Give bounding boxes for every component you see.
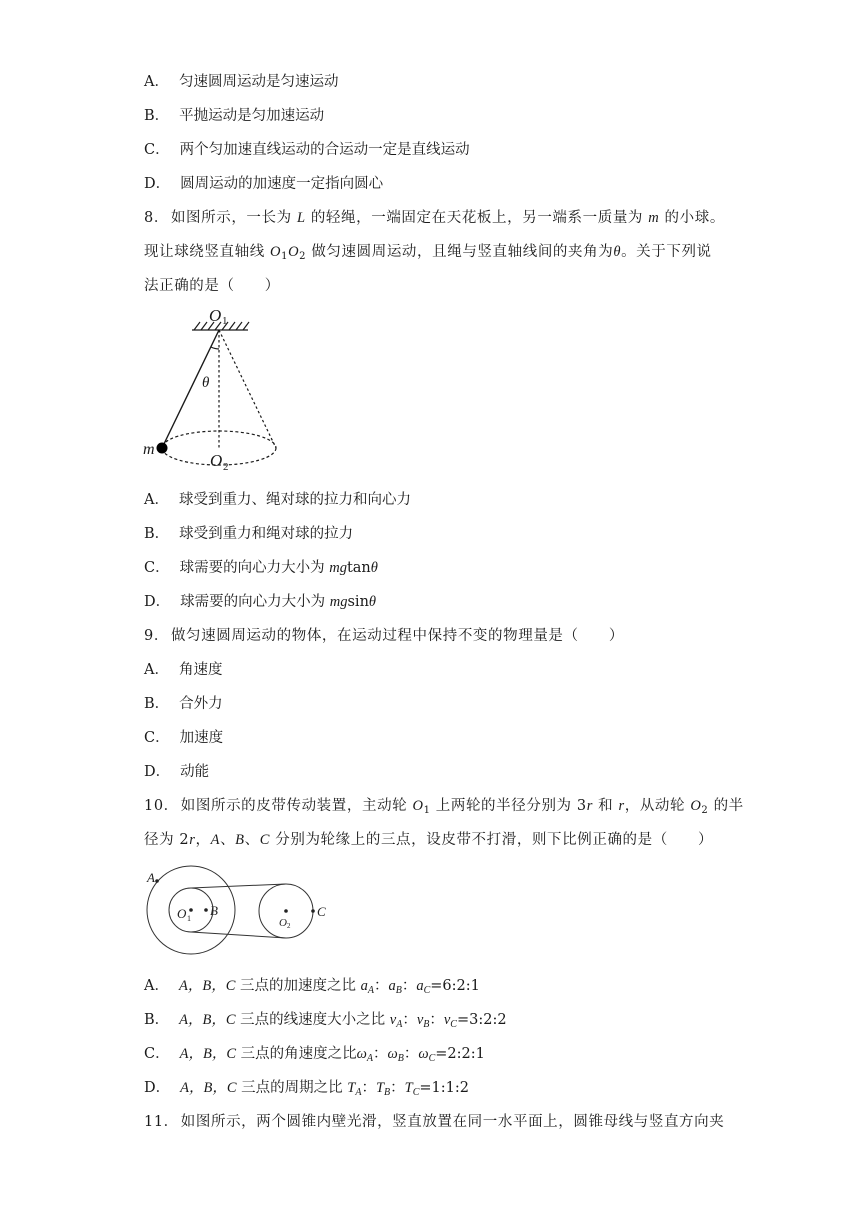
point-b-dot — [204, 908, 208, 912]
q10-option-b: B． A，B，C 三点的线速度大小之比 $v_A$：$v_B$：$v_C=3:2:2$ — [144, 1012, 507, 1030]
center-o1 — [189, 908, 193, 912]
label-theta: θ — [202, 375, 210, 391]
belt-top — [191, 884, 286, 888]
q7-option-b: B． 平抛运动是匀加速运动 — [144, 108, 325, 124]
q8-stem-line2: 现让球绕竖直轴线 $O_1O_2$ 做匀速圆周运动，且绳与竖直轴线间的夹角为θ。关于下列说 — [144, 244, 712, 262]
angle-arc — [211, 347, 219, 349]
q8-option-a: A． 球受到重力、绳对球的拉力和向心力 — [144, 492, 411, 508]
center-o2 — [284, 909, 288, 913]
svg-text:2: 2 — [223, 461, 229, 473]
label-o2: O — [210, 451, 223, 470]
q7-option-d: D． 圆周运动的加速度一定指向圆心 — [144, 176, 384, 192]
svg-text:1: 1 — [187, 914, 191, 923]
label-c: C — [317, 904, 326, 919]
label-o2: O — [279, 917, 287, 929]
q10-option-a: A． A，B，C 三点的加速度之比 $a_A$：$a_B$：$a_C=6:2:1$ — [144, 978, 480, 996]
point-a-dot — [155, 879, 159, 883]
point-c-dot — [311, 909, 315, 913]
q7-option-c: C． 两个匀加速直线运动的合运动一定是直线运动 — [144, 142, 470, 158]
q10-option-c: C． A，B，C 三点的角速度之比$\omega_A$：$\omega_B$：$\omega_C=2:2:1$ — [144, 1046, 485, 1064]
q9-option-a: A． 角速度 — [144, 662, 223, 678]
q8-option-b: B． 球受到重力和绳对球的拉力 — [144, 526, 354, 542]
svg-text:1: 1 — [222, 315, 228, 327]
label-o1: O — [209, 308, 222, 325]
rope-line — [162, 330, 219, 448]
ball — [157, 443, 168, 454]
svg-text:2: 2 — [287, 922, 291, 930]
label-b: B — [210, 903, 218, 918]
conical-pendulum-figure — [140, 308, 290, 473]
q10-stem-line2: 径为 2r，A、B、C 分别为轮缘上的三点，设皮带不打滑，则下比例正确的是（ ） — [144, 832, 714, 848]
label-m: m — [143, 441, 155, 458]
q11-stem-line1: 11． 如图所示，两个圆锥内壁光滑，竖直放置在同一水平面上，圆锥母线与竖直方向夹 — [144, 1114, 725, 1130]
label-a: A — [147, 870, 155, 885]
q9-option-b: B． 合外力 — [144, 696, 223, 712]
q9-option-c: C． 加速度 — [144, 730, 224, 746]
q10-option-d: D． A，B，C 三点的周期之比 $T_A$：$T_B$：$T_C=1:1:2$ — [144, 1080, 469, 1098]
cone-edge-line — [219, 330, 276, 448]
q7-option-a: A． 匀速圆周运动是匀速运动 — [144, 74, 339, 90]
q8-option-c: C． 球需要的向心力大小为 mgtanθ — [144, 560, 378, 576]
q9-option-d: D． 动能 — [144, 764, 210, 780]
label-o1: O — [177, 906, 187, 921]
q9-stem: 9． 做匀速圆周运动的物体，在运动过程中保持不变的物理量是（ ） — [144, 628, 624, 644]
belt-drive-figure — [140, 860, 340, 960]
q8-stem-line1: 8． 如图所示，一长为 L 的轻绳，一端固定在天花板上，另一端系一质量为 m 的小球。 — [144, 210, 725, 226]
belt-bottom — [191, 932, 286, 938]
q10-stem-line1: 10． 如图所示的皮带传动装置，主动轮 $O_1$ 上两轮的半径分别为 3r 和 r，从动轮 $O_2$ 的半 — [144, 798, 744, 816]
q8-option-d: D． 球需要的向心力大小为 mgsinθ — [144, 594, 377, 610]
q8-stem-line3: 法正确的是（ ） — [144, 278, 280, 294]
